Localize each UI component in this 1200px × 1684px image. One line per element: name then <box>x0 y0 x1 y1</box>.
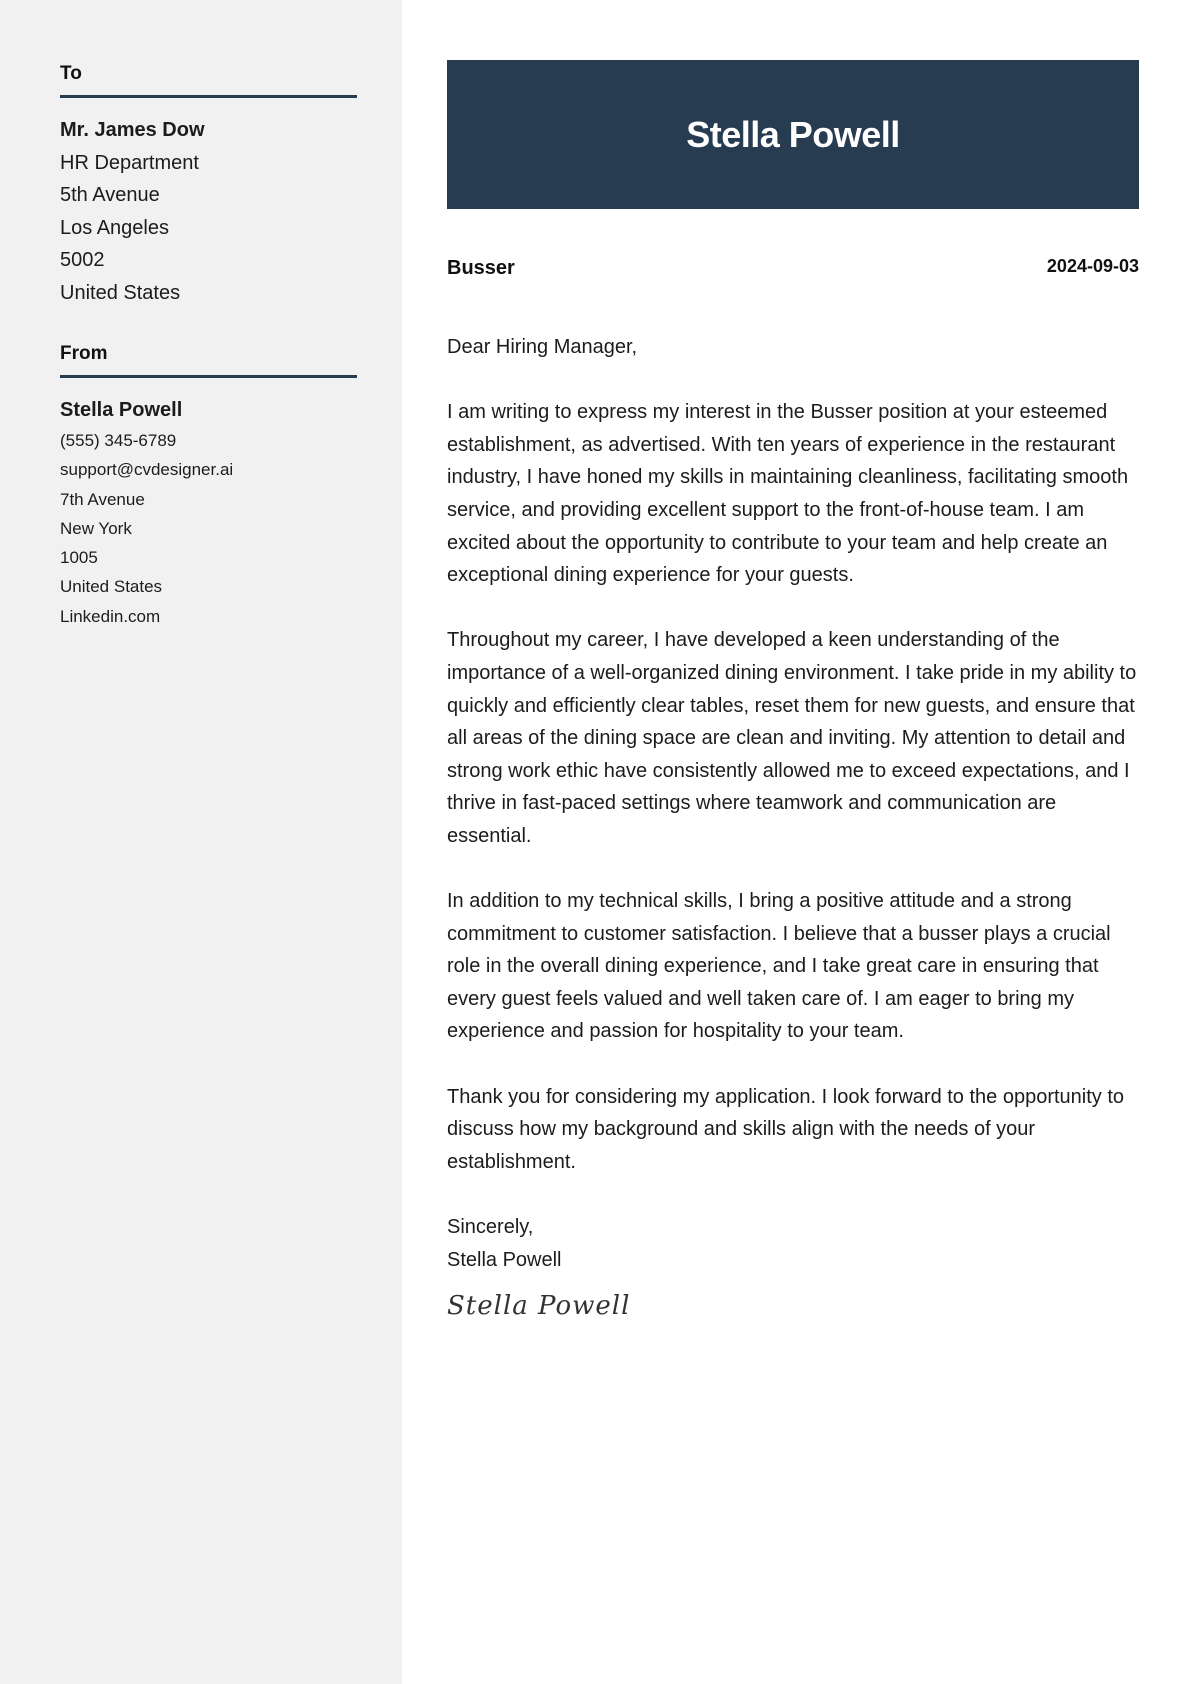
sender-phone: (555) 345-6789 <box>60 431 177 450</box>
sidebar <box>0 0 402 1684</box>
recipient-street: 5th Avenue <box>60 184 160 207</box>
closing: Sincerely, <box>447 1216 534 1239</box>
recipient-zip: 5002 <box>60 249 105 272</box>
sender-name: Stella Powell <box>60 399 183 421</box>
sender-country: United States <box>60 577 163 597</box>
meta-row <box>447 257 1139 287</box>
paragraph-4: Thank you for considering my application. I look forward to the opportunity to discuss how my background and skills align with the needs of your establishment. <box>447 1085 1125 1173</box>
letter-body <box>447 331 1139 1323</box>
sender-heading: From <box>60 342 357 378</box>
signature: Stella Powell <box>447 1291 631 1322</box>
recipient-heading: To <box>60 62 357 98</box>
sender-city: New York <box>60 518 132 538</box>
sender-section <box>60 342 357 631</box>
recipient-country: United States <box>60 281 181 304</box>
sender-zip: 1005 <box>60 548 98 568</box>
paragraph-3: In addition to my technical skills, I bring a positive attitude and a strong commitment to customer satisfaction. I believe that a busser plays a crucial role in the overall dining experience, and I take great care in ensuring that every guest feels valued and well taken care of. I am eager to bring my experience and passion for hospitality to your team. <box>447 890 1111 1043</box>
job-title: Busser <box>447 257 515 279</box>
salutation: Dear Hiring Manager, <box>447 336 638 358</box>
sender-email: support@cvdesigner.ai <box>60 460 234 480</box>
paragraph-1: I am writing to express my interest in the Busser position at your esteemed establishment, as advertised. With ten years of experience in the restaurant industry, I have honed my skills in maintaining cleanliness, facilitating smooth service, and providing excellent support to the front-of-house team. I am excited about the opportunity to contribute to your team and help create an exceptional dining experience for your guests. <box>447 401 1129 587</box>
sender-details <box>60 394 357 631</box>
sender-street: 7th Avenue <box>60 489 145 509</box>
recipient-name: Mr. James Dow <box>60 119 205 141</box>
recipient-department: HR Department <box>60 151 199 174</box>
sender-website: Linkedin.com <box>60 606 161 626</box>
letter-date: 2024-09-03 <box>1046 256 1139 276</box>
recipient-city: Los Angeles <box>60 216 169 239</box>
closing-name: Stella Powell <box>447 1248 562 1271</box>
name-banner <box>447 60 1139 209</box>
paragraph-2: Throughout my career, I have developed a keen understanding of the importance of a well-organized dining environment. I take pride in my ability to quickly and efficiently clear tables, reset them for new guests, and ensure that all areas of the dining space are clean and inviting. My attention to detail and strong work ethic have consistently allowed me to exceed expectations, and I thrive in fast-paced settings where teamwork and communication are essential. <box>447 629 1137 847</box>
recipient-section <box>60 62 357 310</box>
letter-main <box>447 60 1139 1323</box>
header-name: Stella Powell <box>686 113 900 155</box>
closing-block <box>447 1211 1139 1276</box>
recipient-address <box>60 114 357 310</box>
